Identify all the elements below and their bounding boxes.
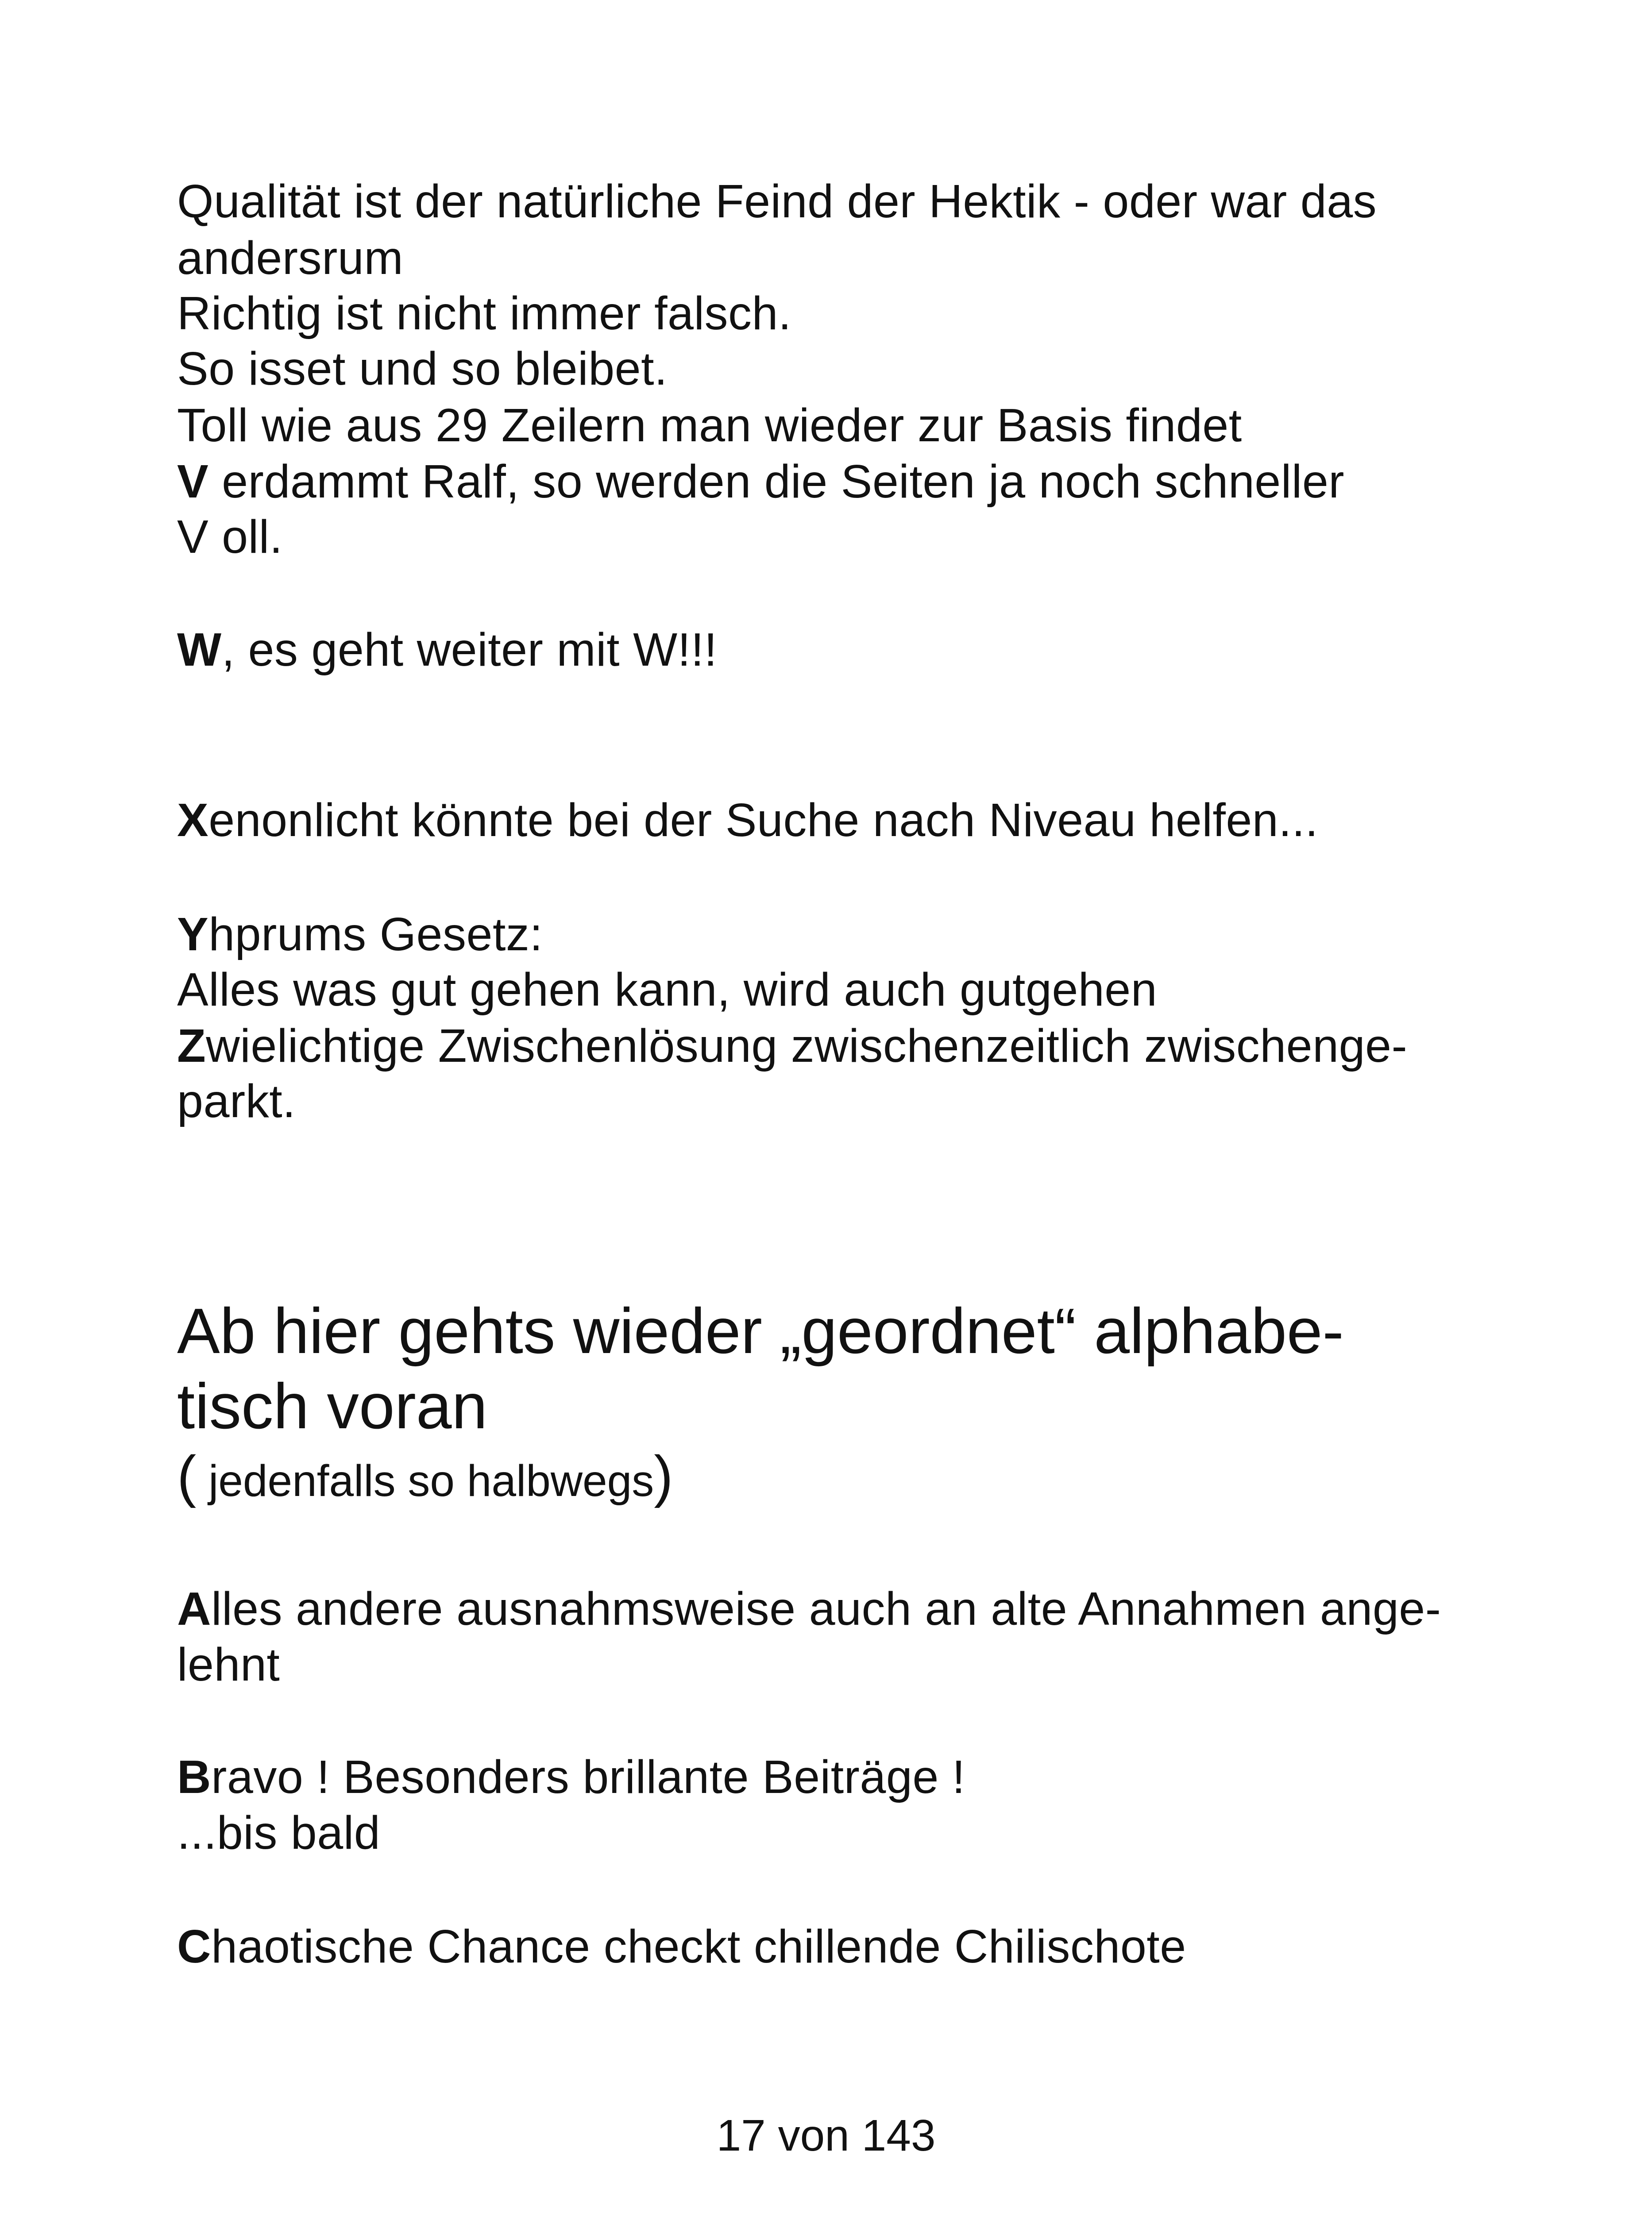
text-line: Yhprums Gesetz:: [177, 908, 543, 960]
text-line: lehnt: [177, 1639, 280, 1691]
section-heading-line: Ab hier gehts wieder „geordnet“ alphabe-: [177, 1295, 1344, 1367]
text-line: ...bis bald: [177, 1807, 381, 1859]
text-line: Toll wie aus 29 Zeilern man wieder zur Basis findet: [177, 399, 1242, 451]
section-heading-line: tisch voran: [177, 1370, 488, 1442]
text-line: Richtig ist nicht immer falsch.: [177, 287, 791, 339]
text-line: Alles was gut gehen kann, wird auch gutgehen: [177, 964, 1158, 1016]
section-subheading: ( jedenfalls so halbwegs): [177, 1444, 673, 1508]
text-line: Bravo ! Besonders brillante Beiträge !: [177, 1751, 965, 1803]
text-line: Alles andere ausnahmsweise auch an alte Annahmen ange-: [177, 1583, 1441, 1635]
text-line: W, es geht weiter mit W!!!: [177, 624, 718, 676]
text-line: andersrum: [177, 232, 404, 284]
text-line: V erdammt Ralf, so werden die Seiten ja noch schneller: [177, 455, 1345, 508]
text-line: parkt.: [177, 1075, 296, 1127]
text-line: Qualität ist der natürliche Feind der Hektik - oder war das: [177, 175, 1377, 227]
page-number: 17 von 143: [716, 2111, 936, 2160]
text-line: So isset und so bleibet.: [177, 343, 668, 395]
text-line: Chaotische Chance checkt chillende Chilischote: [177, 1920, 1186, 1973]
text-line: V oll.: [177, 511, 283, 563]
text-line: Xenonlicht könnte bei der Suche nach Niveau helfen...: [177, 794, 1319, 846]
text-line: Zwielichtige Zwischenlösung zwischenzeitlich zwischenge-: [177, 1020, 1408, 1072]
